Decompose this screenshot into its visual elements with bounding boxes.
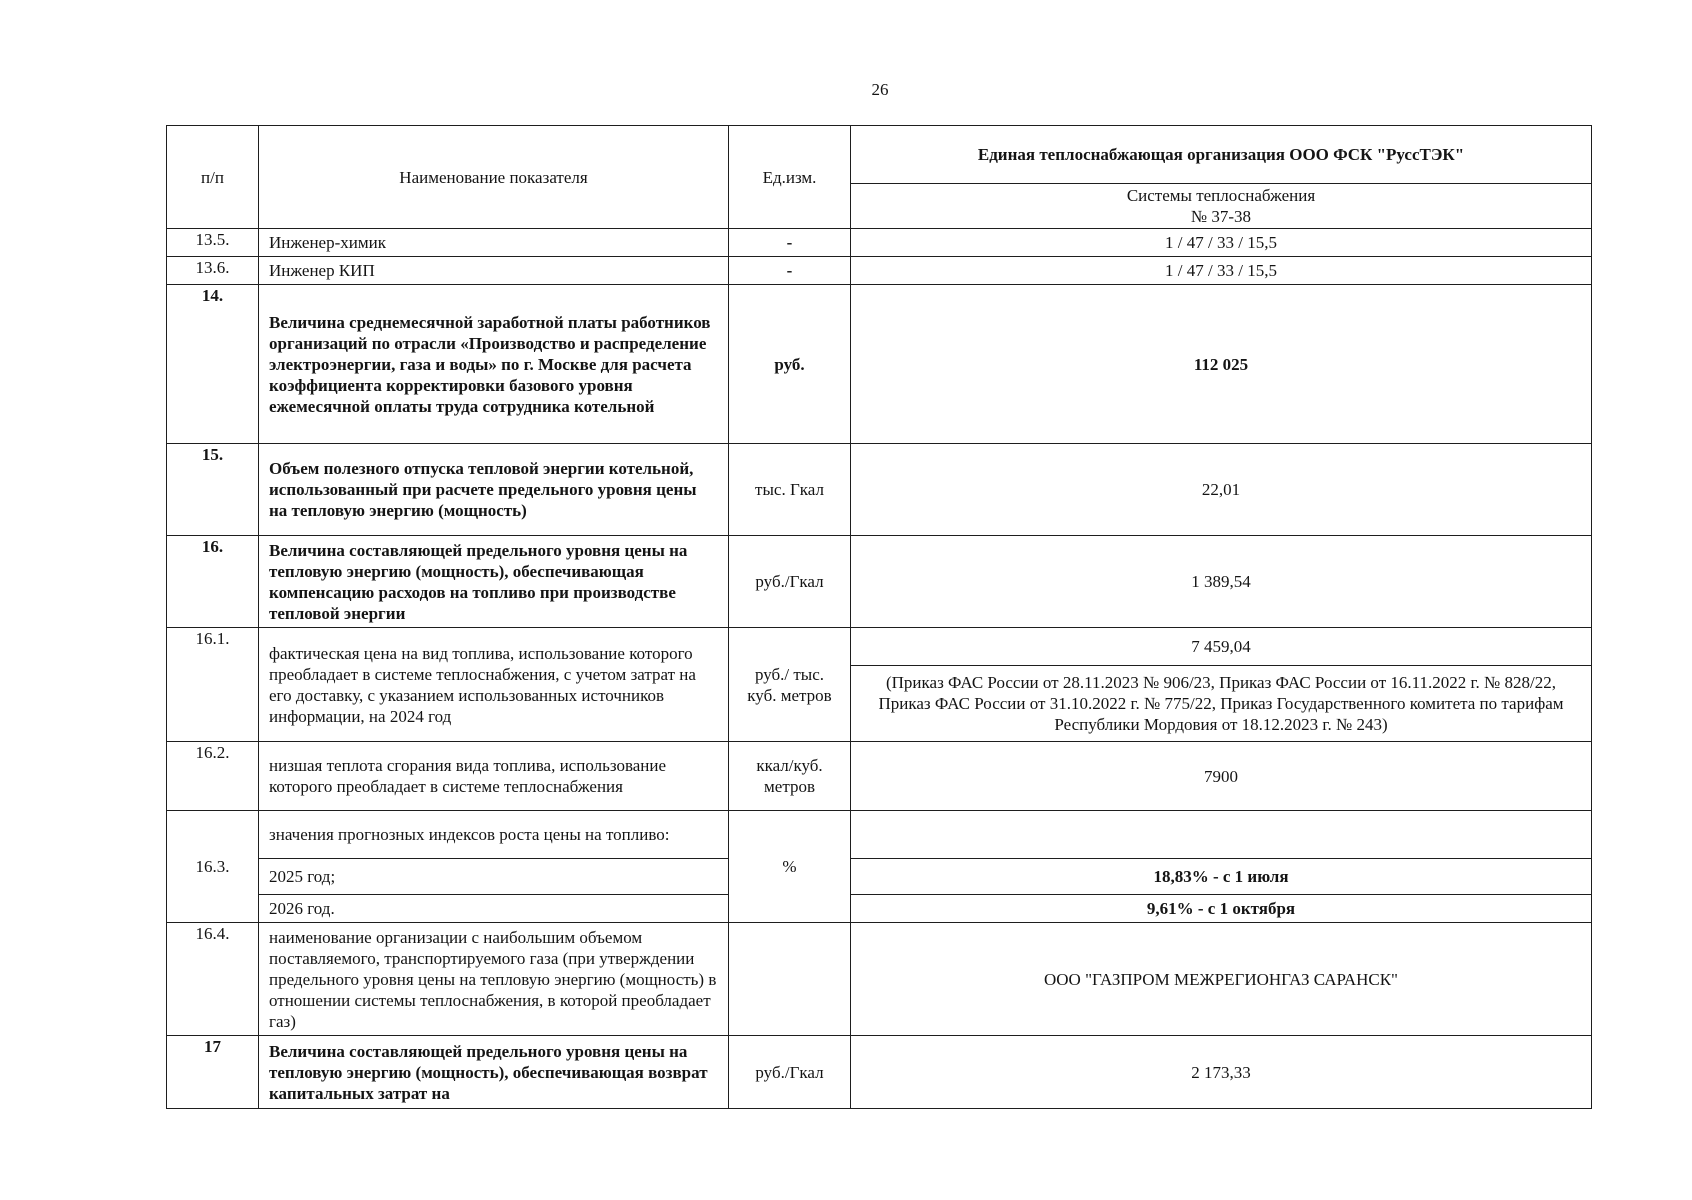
row-num: 14. (167, 285, 259, 444)
row-num: 16.4. (167, 923, 259, 1036)
row-name: Инженер-химик (259, 229, 729, 257)
row-name: значения прогнозных индексов роста цены на топливо: (259, 811, 729, 859)
header-systems-number: № 37-38 (1190, 207, 1252, 226)
row-sub-label: 2026 год. (259, 895, 729, 923)
row-unit: - (729, 257, 851, 285)
row-name: низшая теплота сгорания вида топлива, использование которого преобладает в системе теплоснабжения (259, 742, 729, 811)
row-sub-label: 2025 год; (259, 859, 729, 895)
header-systems-label: Системы теплоснабжения (1126, 186, 1316, 205)
header-row (167, 126, 1592, 184)
row-num: 13.5. (167, 229, 259, 257)
row-value: 1 389,54 (851, 536, 1592, 628)
row-value: 112 025 (851, 285, 1592, 444)
row-name: наименование организации с наибольшим объемом поставляемого, транспортируемого газа (при утверждении предельного уровня цены на тепловую энергию (мощность) в отношении системы теплоснабжения, в которой преобладает газ) (259, 923, 729, 1036)
row-value: 2 173,33 (851, 1036, 1592, 1109)
header-name: Наименование показателя (259, 126, 729, 229)
row-unit: руб./Гкал (729, 536, 851, 628)
table-row (167, 923, 1592, 1036)
table-row (167, 536, 1592, 628)
row-value: 1 / 47 / 33 / 15,5 (851, 257, 1592, 285)
table-row-sub (167, 895, 1592, 923)
row-num: 15. (167, 444, 259, 536)
row-value: ООО "ГАЗПРОМ МЕЖРЕГИОНГАЗ САРАНСК" (851, 923, 1592, 1036)
header-systems (851, 184, 1592, 229)
row-name: Величина среднемесячной заработной платы работников организаций по отрасли «Производство и распределение электроэнергии, газа и воды» по г. Москве для расчета коэффициента корректировки базового уровня ежемесячной оплаты труда сотрудника котельной (259, 285, 729, 444)
row-unit: % (729, 811, 851, 923)
row-unit-empty (729, 923, 851, 1036)
table-row (167, 742, 1592, 811)
table-row (167, 285, 1592, 444)
table-row (167, 257, 1592, 285)
row-name: Величина составляющей предельного уровня цены на тепловую энергию (мощность), обеспечивающая возврат капитальных затрат на (259, 1036, 729, 1109)
row-source: (Приказ ФАС России от 28.11.2023 № 906/23, Приказ ФАС России от 16.11.2022 г. № 828/22, Приказ ФАС России от 31.10.2022 г. № 775/22, Приказ Государственного комитета по тарифам Республики Мордовия от 18.12.2023 г. № 243) (851, 666, 1592, 742)
row-unit: руб./Гкал (729, 1036, 851, 1109)
row-sub-value: 9,61% - с 1 октября (851, 895, 1592, 923)
row-num: 16. (167, 536, 259, 628)
row-name: Объем полезного отпуска тепловой энергии котельной, использованный при расчете предельного уровня цены на тепловую энергию (мощность) (259, 444, 729, 536)
table-row (167, 628, 1592, 666)
header-org: Единая теплоснабжающая организация ООО ФСК "РуссТЭК" (851, 126, 1592, 184)
row-value-empty (851, 811, 1592, 859)
header-unit: Ед.изм. (729, 126, 851, 229)
row-unit: - (729, 229, 851, 257)
row-name: фактическая цена на вид топлива, использование которого преобладает в системе теплоснабжения, с учетом затрат на его доставку, с указанием использованных источников информации, на 2024 год (259, 628, 729, 742)
row-value: 7 459,04 (851, 628, 1592, 666)
table-row (167, 1036, 1592, 1109)
row-unit: руб. (729, 285, 851, 444)
table-row (167, 229, 1592, 257)
row-name: Инженер КИП (259, 257, 729, 285)
row-num: 17 (167, 1036, 259, 1109)
row-unit: руб./ тыс. куб. метров (729, 628, 851, 742)
row-sub-value: 18,83% - с 1 июля (851, 859, 1592, 895)
row-num: 13.6. (167, 257, 259, 285)
row-value: 7900 (851, 742, 1592, 811)
page-number: 26 (871, 80, 889, 99)
row-value: 1 / 47 / 33 / 15,5 (851, 229, 1592, 257)
table-row-sub (167, 859, 1592, 895)
row-num: 16.2. (167, 742, 259, 811)
row-unit: тыс. Гкал (729, 444, 851, 536)
row-value: 22,01 (851, 444, 1592, 536)
row-unit: ккал/куб. метров (729, 742, 851, 811)
row-num: 16.1. (167, 628, 259, 742)
table-row (167, 444, 1592, 536)
row-num: 16.3. (167, 811, 259, 923)
table-row (167, 811, 1592, 859)
header-num: п/п (167, 126, 259, 229)
tariff-table (166, 125, 1592, 1109)
row-name: Величина составляющей предельного уровня цены на тепловую энергию (мощность), обеспечивающая компенсацию расходов на топливо при производстве тепловой энергии (259, 536, 729, 628)
